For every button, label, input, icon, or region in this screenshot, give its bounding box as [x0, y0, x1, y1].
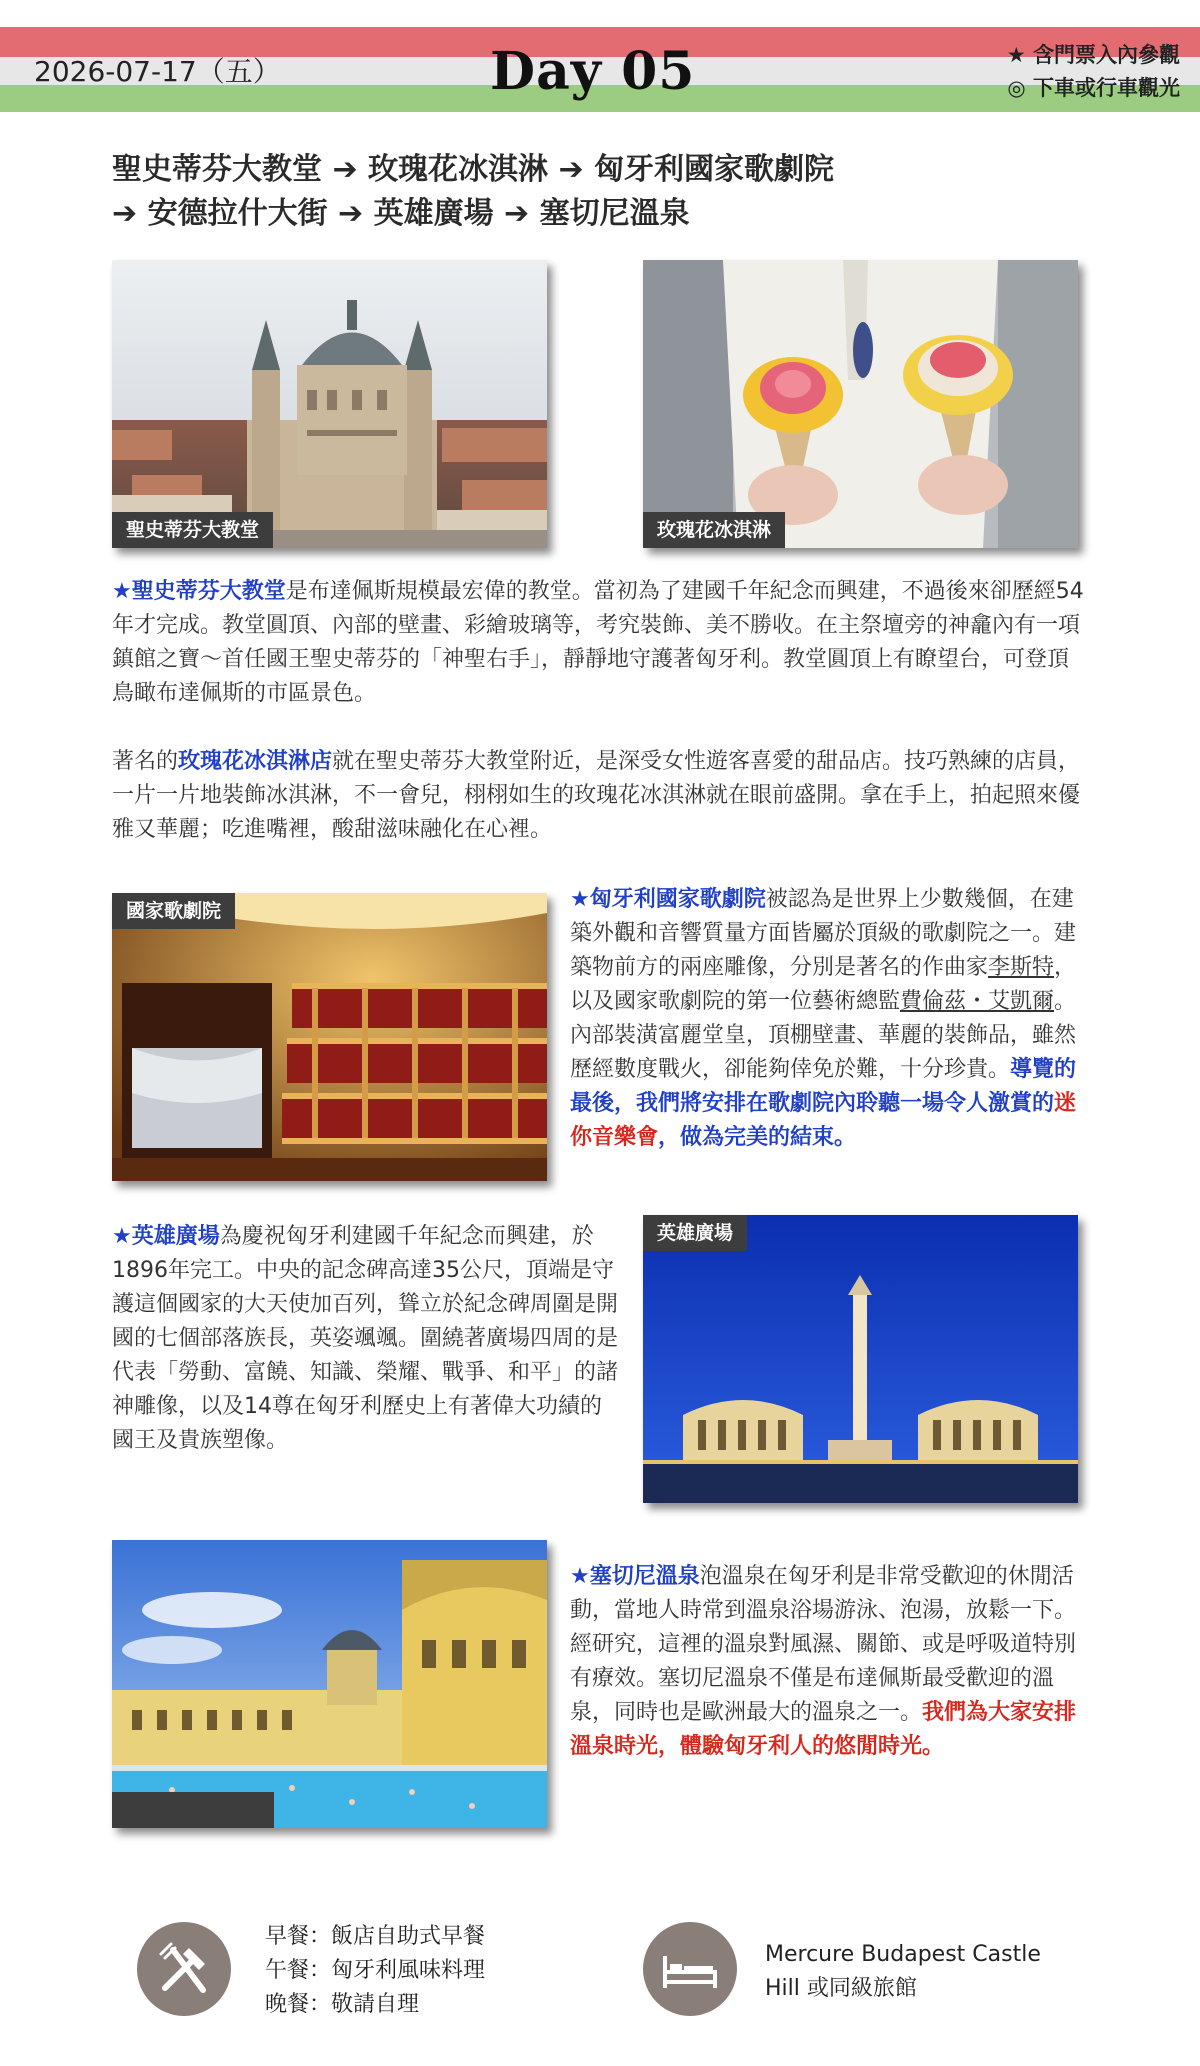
opera-composer: 李斯特 — [988, 955, 1055, 980]
itinerary-route — [112, 148, 1092, 236]
opera-caption: 國家歌劇院 — [112, 893, 235, 929]
bath-caption-bar — [112, 1792, 274, 1828]
heroes-caption: 英雄廣場 — [643, 1215, 747, 1251]
icecream-body: 就在聖史蒂芬大教堂附近，是深受女性遊客喜愛的甜品店。技巧熟練的店員，一片一片地裝飾冰淇淋，不一會兒，栩栩如生的玫瑰花冰淇淋就在眼前盛開。拿在手上，拍起照來優雅又華麗；吃進嘴裡，酸甜滋味融化在心裡。 — [112, 749, 1081, 842]
opera-highlight-red: 迷你音樂會 — [570, 1091, 1077, 1150]
bath-highlight: 我們為大家安排溫泉時光，體驗匈牙利人的悠閒時光。 — [570, 1700, 1077, 1759]
opera-body-2: ，以及國家歌劇院的第一位藝術總監 — [570, 955, 1077, 1014]
opera-description — [570, 883, 1090, 1155]
heroes-description — [112, 1220, 622, 1458]
day-title: Day 05 — [490, 41, 696, 102]
icecream-description — [112, 745, 1087, 847]
fork-knife-icon — [137, 1922, 231, 2016]
basilica-name: ★聖史蒂芬大教堂 — [112, 579, 286, 604]
opera-name: ★匈牙利國家歌劇院 — [570, 887, 766, 912]
bed-icon — [643, 1922, 737, 2016]
basilica-body: 是布達佩斯規模最宏偉的教堂。當初為了建國千年紀念而興建，不過後來卻歷經54年才完成。教堂圓頂、內部的壁畫、彩繪玻璃等，考究裝飾、美不勝收。在主祭壇旁的神龕內有一項鎮館之寶～首任國王聖史蒂芬的「神聖右手」，靜靜地守護著匈牙利。教堂圓頂上有瞭望台，可登頂鳥瞰布達佩斯的市區景色。 — [112, 579, 1084, 706]
hotel-info — [765, 1938, 1041, 2006]
day-header — [0, 27, 1200, 112]
icecream-prefix: 著名的 — [112, 749, 179, 774]
meal-lunch: 午餐：匈牙利風味料理 — [265, 1958, 486, 1983]
meals-list — [265, 1920, 485, 2022]
bath-body: 泡溫泉在匈牙利是非常受歡迎的休閒活動，當地人時常到溫泉浴場游泳、泡湯，放鬆一下。經研究，這裡的溫泉對風濕、關節、或是呼吸道特別有療效。塞切尼溫泉不僅是布達佩斯最受歡迎的溫泉，同時也是歐洲最大的溫泉之一。 — [570, 1564, 1077, 1725]
bath-name: ★塞切尼溫泉 — [570, 1564, 700, 1589]
legend — [1007, 39, 1180, 105]
meal-dinner: 晚餐：敬請自理 — [265, 1992, 420, 2017]
icecream-photo — [643, 260, 1078, 548]
icecream-caption: 玫瑰花冰淇淋 — [643, 512, 785, 548]
basilica-caption: 聖史蒂芬大教堂 — [112, 512, 273, 548]
opera-highlight-blue-2: ，做為完美的結束。 — [658, 1125, 857, 1150]
legend-ticket: ★ 含門票入內參觀 — [1006, 43, 1180, 67]
opera-photo — [112, 893, 547, 1181]
hotel-line-1: Mercure Budapest Castle — [765, 1942, 1041, 1967]
opera-highlight-blue-1: 導覽的最後，我們將安排在歌劇院內聆聽一場令人激賞的 — [570, 1057, 1077, 1116]
opera-body-1: 被認為是世界上少數幾個，在建築外觀和音響質量方面皆屬於頂級的歌劇院之一。建築物前方的兩座雕像，分別是著名的作曲家 — [570, 887, 1077, 980]
heroes-name: ★英雄廣場 — [112, 1224, 220, 1249]
legend-view: ◎ 下車或行車觀光 — [1007, 76, 1180, 100]
bath-description — [570, 1560, 1090, 1764]
route-line-1: 聖史蒂芬大教堂 ➔ 玫瑰花冰淇淋 ➔ 匈牙利國家歌劇院 — [112, 152, 835, 187]
heroes-body: 為慶祝匈牙利建國千年紀念而興建，於1896年完工。中央的記念碑高達35公尺，頂端是守護這個國家的大天使加百列，聳立於紀念碑周圍是開國的七個部落族長，英姿颯颯。圍繞著廣場四周的是代表「勞動、富饒、知識、榮耀、戰爭、和平」的諸神雕像，以及14尊在匈牙利歷史上有著偉大功績的國王及貴族塑像。 — [112, 1224, 619, 1453]
heroes-photo — [643, 1215, 1078, 1503]
opera-director: 費倫茲・艾凱爾 — [900, 989, 1055, 1014]
basilica-photo — [112, 260, 547, 548]
basilica-description — [112, 575, 1087, 711]
opera-body-3: 。內部裝潢富麗堂皇，頂棚壁畫、華麗的裝飾品，雖然歷經數度戰火，卻能夠倖免於難，十分珍貴。 — [570, 989, 1077, 1082]
icecream-name: 玫瑰花冰淇淋店 — [178, 749, 333, 774]
bath-photo — [112, 1540, 547, 1828]
tour-date: 2026-07-17（五） — [34, 55, 281, 88]
route-line-2: ➔ 安德拉什大街 ➔ 英雄廣場 ➔ 塞切尼溫泉 — [112, 196, 690, 231]
meal-breakfast: 早餐：飯店自助式早餐 — [265, 1924, 486, 1949]
hotel-line-2: Hill 或同級旅館 — [765, 1976, 917, 2001]
